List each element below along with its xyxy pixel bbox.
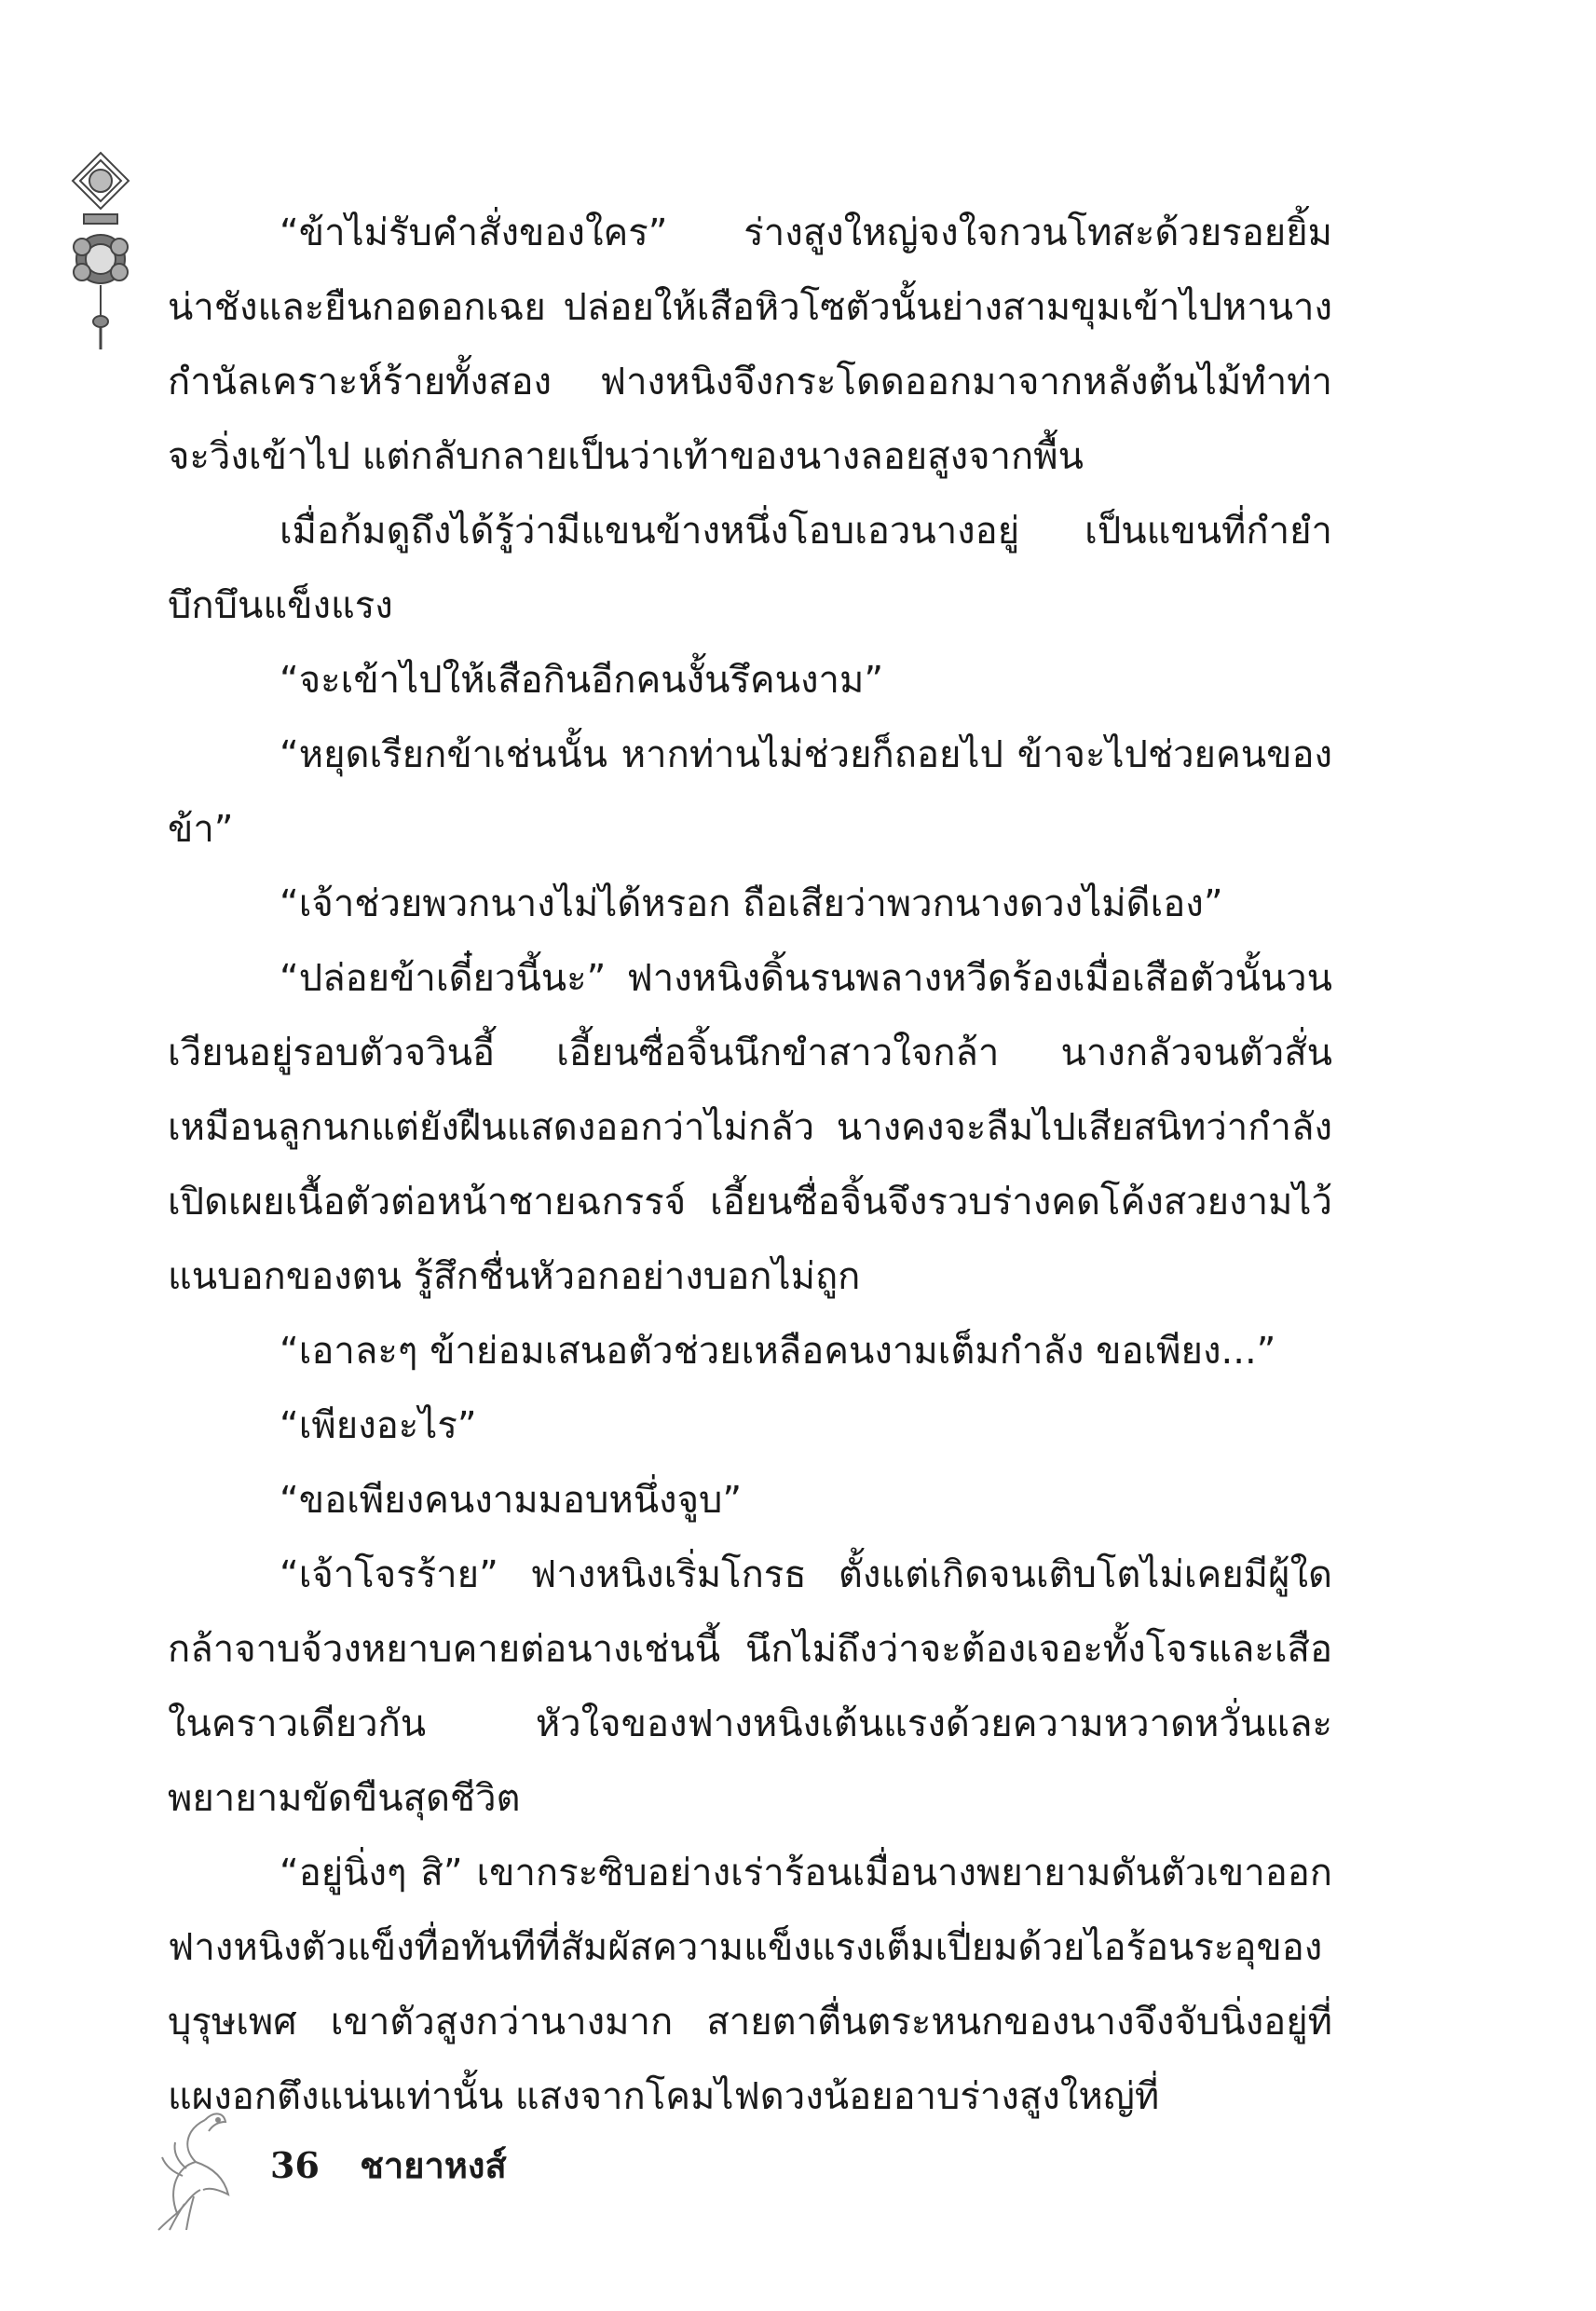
paragraph: “เจ้าโจรร้าย” ฟางหนิงเริ่มโกรธ ตั้งแต่เกิดจนเติบโตไม่เคยมีผู้ใดกล้าจาบจ้วงหยาบคายต่อนางเช่นนี้ นึกไม่ถึงว่าจะต้องเจอะทั้งโจรและเสือในคราวเดียวกัน หัวใจของฟางหนิงเต้นแรงด้วยความหวาดหวั่นและพยายามขัดขืนสุดชีวิต	[168, 1553, 1332, 1820]
paragraph: “จะเข้าไปให้เสือกินอีกคนงั้นรึคนงาม”	[280, 659, 884, 702]
paragraph: “ขอเพียงคนงามมอบหนึ่งจูบ”	[280, 1479, 743, 1522]
paragraph: “เพียงอะไร”	[280, 1404, 477, 1447]
book-title: ชายาหงส์	[360, 2144, 507, 2186]
paragraph: “ข้าไม่รับคำสั่งของใคร” ร่างสูงใหญ่จงใจกวนโทสะด้วยรอยยิ้มน่าชังและยืนกอดอกเฉย ปล่อยให้เสือหิวโซตัวนั้นย่างสามขุมเข้าไปหานางกำนัลเคราะห์ร้ายทั้งสอง ฟางหนิงจึงกระโดดออกมาจากหลังต้นไม้ทำท่าจะวิ่งเข้าไป แต่กลับกลายเป็นว่าเท้าของนางลอยสูงจากพื้น	[168, 212, 1332, 478]
ornament-icon	[63, 149, 138, 354]
page-number: 36	[270, 2144, 320, 2186]
page-footer	[149, 2101, 801, 2232]
paragraph: “หยุดเรียกข้าเช่นนั้น หากท่านไม่ช่วยก็ถอยไป ข้าจะไปช่วยคนของข้า”	[168, 733, 1332, 851]
footer-text	[270, 2137, 507, 2194]
paragraph: “อยู่นิ่งๆ สิ” เขากระซิบอย่างเร่าร้อนเมื่อนางพยายามดันตัวเขาออก ฟางหนิงตัวแข็งทื่อทันทีที่สัมผัสความแข็งแรงเต็มเปี่ยมด้วยไอร้อนระอุของบุรุษเพศ เขาตัวสูงกว่านางมาก สายตาตื่นตระหนกของนางจึงจับนิ่งอยู่ที่แผงอกตึงแน่นเท่านั้น แสงจากโคมไฟดวงน้อยอาบร่างสูงใหญ่ที่	[168, 1852, 1332, 2118]
paragraph: “ปล่อยข้าเดี๋ยวนี้นะ” ฟางหนิงดิ้นรนพลางหวีดร้องเมื่อเสือตัวนั้นวนเวียนอยู่รอบตัวจวินอี้ เอี้ยนซื่อจิ้นนึกขำสาวใจกล้า นางกลัวจนตัวสั่นเหมือนลูกนกแต่ยังฝืนแสดงออกว่าไม่กลัว นางคงจะลืมไปเสียสนิทว่ากำลังเปิดเผยเนื้อตัวต่อหน้าชายฉกรรจ์ เอี้ยนซื่อจิ้นจึงรวบร่างคดโค้งสวยงามไว้แนบอกของตน รู้สึกชื่นหัวอกอย่างบอกไม่ถูก	[168, 957, 1332, 1298]
paragraph: “เอาละๆ ข้าย่อมเสนอตัวช่วยเหลือคนงามเต็มกำลัง ขอเพียง...”	[280, 1330, 1276, 1373]
paragraph: เมื่อก้มดูถึงได้รู้ว่ามีแขนข้างหนึ่งโอบเอวนางอยู่ เป็นแขนที่กำยำบึกบึนแข็งแรง	[168, 510, 1332, 627]
phoenix-icon	[149, 2101, 252, 2232]
body-text	[168, 196, 1332, 2134]
paragraph: “เจ้าช่วยพวกนางไม่ได้หรอก ถือเสียว่าพวกนางดวงไม่ดีเอง”	[280, 882, 1223, 925]
